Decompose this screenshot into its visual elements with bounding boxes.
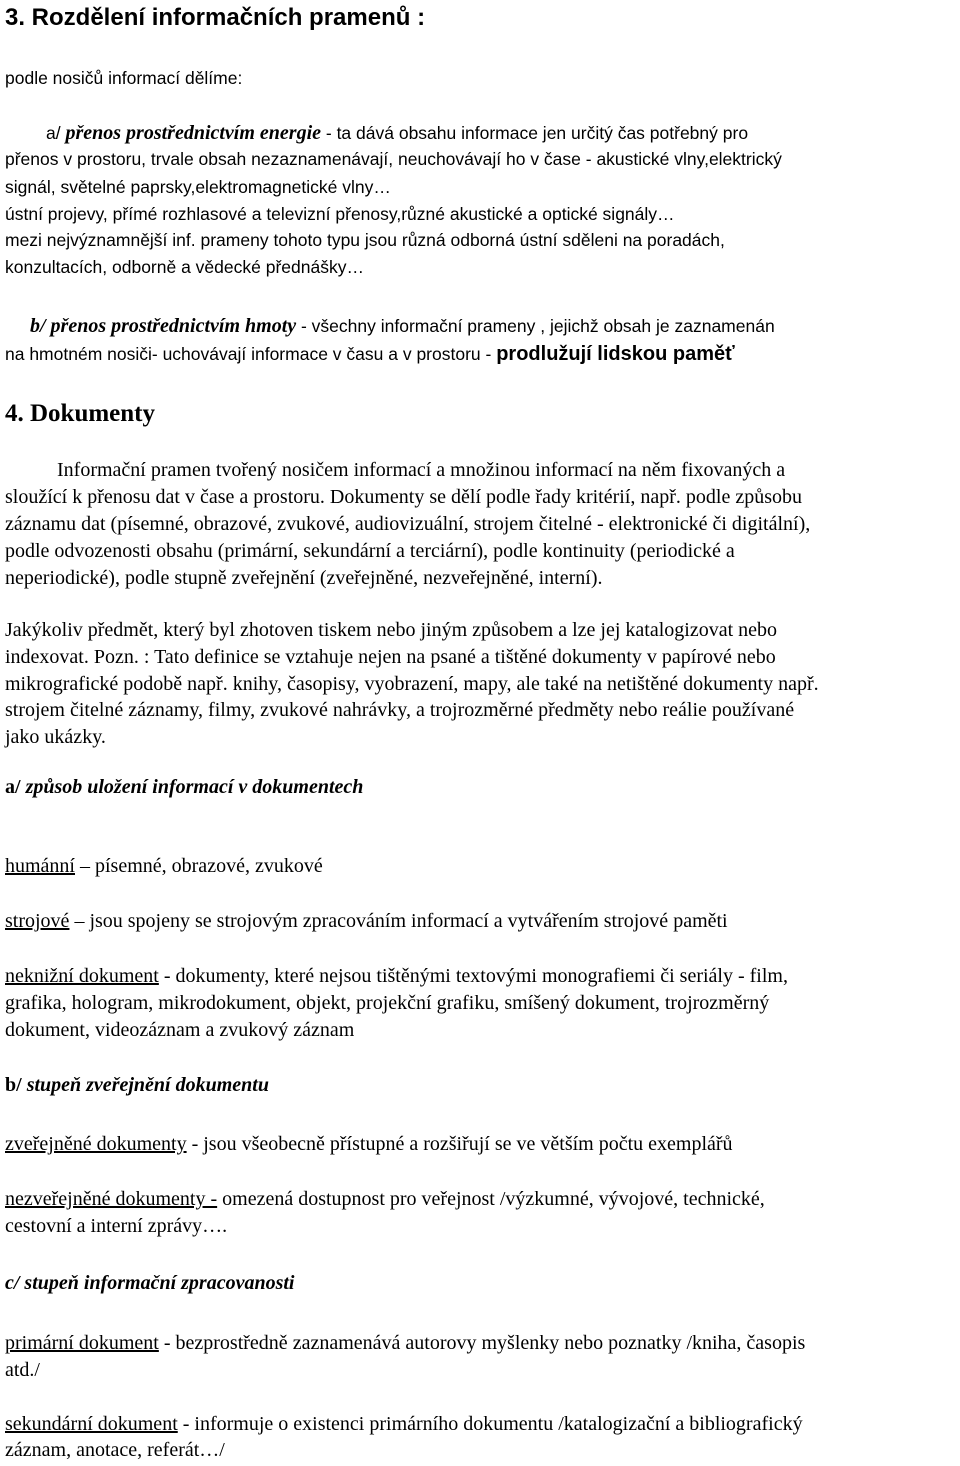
item-a-label: a/ — [46, 123, 66, 143]
item-b-text: - všechny informační prameny , jejichž obsah je zaznamenán — [296, 316, 775, 336]
paragraph-2-line-5: jako ukázky. — [5, 726, 106, 748]
neknizni-line-2: grafika, hologram, mikrodokument, objekt, projekční grafiku, smíšený dokument, trojrozměrný — [5, 992, 770, 1014]
paragraph-1-line-2: sloužící k přenosu dat v čase a prostoru. Dokumenty se dělí podle řady kritérií, např. podle způsobu — [5, 486, 803, 508]
subheading-a-text: způsob uložení informací v dokumentech — [25, 776, 364, 798]
zverejnene-line — [5, 1134, 733, 1154]
item-b-term: b/ přenos prostřednictvím hmoty — [30, 315, 297, 337]
paragraph-2-line-2: indexovat. Pozn. : Tato definice se vztahuje nejen na psané a tištěné dokumenty v papírové nebo — [5, 646, 776, 668]
paragraph-2-line-1: Jakýkoliv předmět, který byl zhotoven tiskem nebo jiným způsobem a lze jej katalogizovat nebo — [5, 619, 778, 641]
paragraph-1-line-4: podle odvozenosti obsahu (primární, sekundární a terciární), podle kontinuity (periodické a — [5, 540, 735, 562]
nezverejnene-term: nezveřejněné dokumenty - — [5, 1188, 218, 1210]
strojove-text: – jsou spojeny se strojovým zpracováním informací a vytvářením strojové paměti — [69, 910, 728, 932]
nezverejnene-line-1 — [5, 1189, 765, 1209]
subheading-a — [5, 777, 363, 797]
sekundarni-term: sekundární dokument — [5, 1413, 178, 1435]
item-b-line-1 — [30, 316, 775, 336]
item-a-line-3: signál, světelné paprsky,elektromagnetické vlny… — [5, 177, 391, 197]
humanni-line — [5, 856, 323, 876]
humanni-text: – písemné, obrazové, zvukové — [75, 855, 323, 877]
primarni-line-1 — [5, 1333, 805, 1353]
item-a-line-2: přenos v prostoru, trvale obsah nezaznamenávají, neuchovávají ho v čase - akustické vlny,elektrický — [5, 149, 782, 169]
paragraph-1-line-5: neperiodické), podle stupně zveřejnění (zveřejněné, nezveřejněné, interní). — [5, 567, 603, 589]
neknizni-term: neknižní dokument — [5, 965, 159, 987]
item-b-line-2 — [5, 344, 735, 364]
zverejnene-term: zveřejněné dokumenty — [5, 1133, 187, 1155]
neknizni-text: - dokumenty, které nejsou tištěnými textovými monografiemi či seriály - film, — [158, 965, 788, 987]
paragraph-1-line-3: záznamu dat (písemné, obrazové, zvukové, audiovizuální, strojem čitelné - elektronické či digitální), — [5, 513, 811, 535]
sekundarni-text: - informuje o existenci primárního dokumentu /katalogizační a bibliografický — [177, 1413, 803, 1435]
paragraph-1-line-1: Informační pramen tvořený nosičem informací a množinou informací na něm fixovaných a — [57, 459, 786, 481]
primarni-term: primární dokument — [5, 1332, 159, 1354]
subheading-b — [5, 1075, 269, 1095]
heading-3: 3. Rozdělení informačních pramenů : — [5, 4, 426, 31]
humanni-term: humánní — [5, 855, 75, 877]
subheading-c: c/ stupeň informační zpracovanosti — [5, 1272, 295, 1294]
primarni-line-2: atd./ — [5, 1359, 40, 1381]
item-b-text-2: na hmotném nosiči- uchovávají informace v času a v prostoru - — [5, 344, 497, 364]
sekundarni-line-2: záznam, anotace, referát…/ — [5, 1439, 225, 1461]
item-a-line-1 — [46, 123, 748, 143]
item-a-line-6: konzultacích, odborně a vědecké přednášky… — [5, 257, 364, 277]
strojove-line — [5, 911, 728, 931]
item-a-line-5: mezi nejvýznamnější inf. prameny tohoto typu jsou různá odborná ústní sděleni na poradách, — [5, 230, 725, 250]
nezverejnene-text: omezená dostupnost pro veřejnost /výzkumné, vývojové, technické, — [217, 1188, 765, 1210]
sekundarni-line-1 — [5, 1414, 803, 1434]
primarni-text: - bezprostředně zaznamenává autorovy myšlenky nebo poznatky /kniha, časopis — [158, 1332, 806, 1354]
item-b-emphasis: prodlužují lidskou paměť — [496, 343, 735, 365]
paragraph-2-line-4: strojem čitelné záznamy, filmy, zvukové nahrávky, a trojrozměrné předměty nebo reálie používané — [5, 699, 795, 721]
neknizni-line-1 — [5, 966, 788, 986]
nezverejnene-line-2: cestovní a interní zprávy…. — [5, 1215, 228, 1237]
subheading-b-label: b/ — [5, 1074, 27, 1096]
heading-4: 4. Dokumenty — [5, 400, 156, 427]
subheading-b-text: stupeň zveřejnění dokumentu — [26, 1074, 269, 1096]
item-a-term: přenos prostřednictvím energie — [65, 122, 322, 144]
strojove-term: strojové — [5, 910, 70, 932]
subheading-a-label: a/ — [5, 776, 26, 798]
item-a-line-4: ústní projevy, přímé rozhlasové a televizní přenosy,různé akustické a optické signály… — [5, 204, 675, 224]
neknizni-line-3: dokument, videozáznam a zvukový záznam — [5, 1019, 355, 1041]
item-a-text: - ta dává obsahu informace jen určitý čas potřebný pro — [321, 123, 749, 143]
zverejnene-text: - jsou všeobecně přístupné a rozšiřují se ve větším počtu exemplářů — [186, 1133, 733, 1155]
paragraph-2-line-3: mikrografické podobě např. knihy, časopisy, vyobrazení, mapy, ale také na netištěné dokumenty např. — [5, 673, 819, 695]
intro-text: podle nosičů informací dělíme: — [5, 68, 243, 88]
